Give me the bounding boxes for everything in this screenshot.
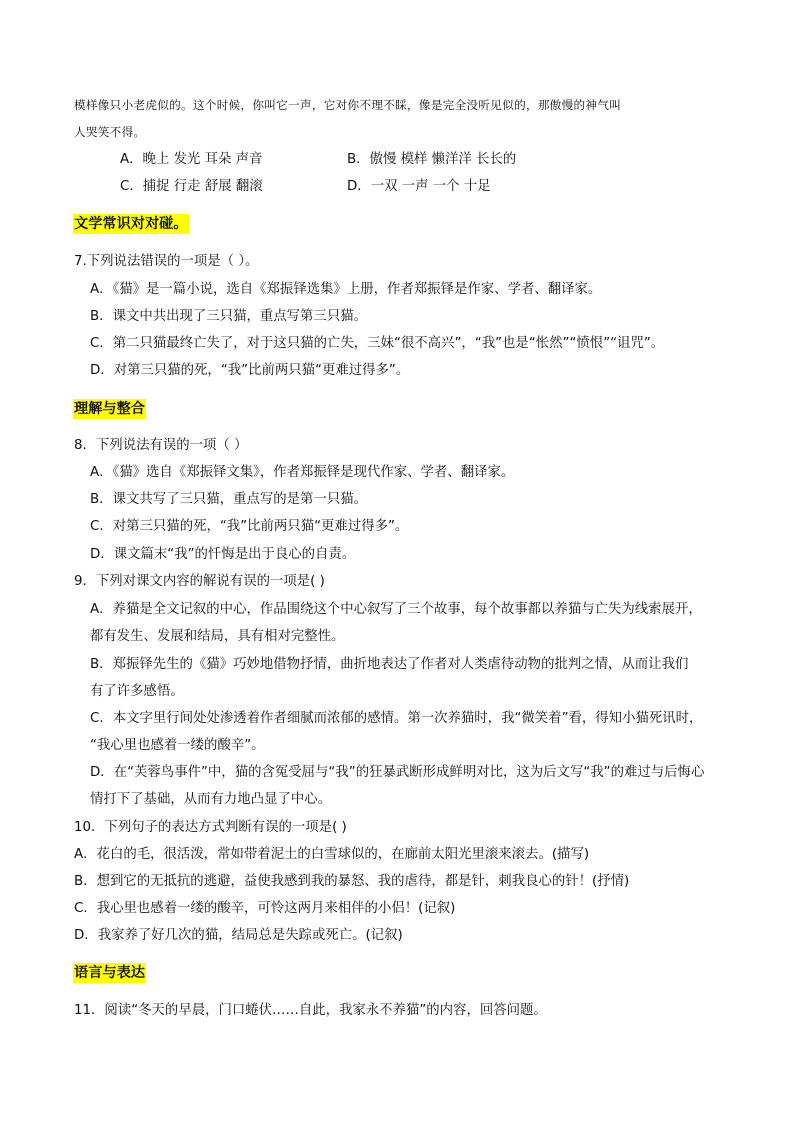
- q9-option-a-line1: A．养猫是全文记叙的中心，作品围绕这个中心叙写了三个故事，每个故事都以养猫与亡失为线索展开，: [90, 602, 702, 617]
- q10-option-b: B．想到它的无抵抗的逃避，益使我感到我的暴怒、我的虐待，都是针，刺我良心的针！(抒情): [74, 874, 630, 889]
- q8-option-d: D．课文篇末“我”的忏悔是出于良心的自责。: [90, 547, 356, 562]
- q7-option-d: D．对第三只猫的死，“我”比前两只猫“更难过得多”。: [90, 363, 410, 378]
- q9-option-c-line1: C．本文字里行间处处渗透着作者细腻而浓郁的感情。第一次养猫时，我“微笑着”看，得知小猫死讯时，: [90, 711, 703, 726]
- q9-option-b-line2: 有了许多感悟。: [90, 684, 184, 699]
- q10-stem: 10．下列句子的表达方式判断有误的一项是( ): [74, 820, 347, 835]
- q7-option-b: B．课文中共出现了三只猫，重点写第三只猫。: [90, 309, 367, 324]
- q9-option-d-line2: 情打下了基础，从而有力地凸显了中心。: [90, 792, 332, 807]
- q7-stem: 7.下列说法错误的一项是（ ）。: [74, 254, 259, 269]
- intro-option-b: B．傲慢 模样 懒洋洋 长长的: [347, 152, 517, 167]
- q7-option-a: A．《猫》是一篇小说，选自《郑振铎选集》上册，作者郑振铎是作家、学者、翻译家。: [90, 282, 602, 297]
- q11-stem: 11．阅读“冬天的早晨，门口蜷伏……自此，我家永不养猫”的内容，回答问题。: [74, 1003, 547, 1018]
- section-heading-language: 语言与表达: [74, 965, 145, 981]
- q10-option-a: A．花白的毛，很活泼，常如带着泥土的白雪球似的，在廊前太阳光里滚来滚去。(描写): [74, 847, 590, 862]
- q9-option-a-line2: 都有发生、发展和结局，具有相对完整性。: [90, 629, 345, 644]
- section-heading-literature: 文学常识对对碰。: [74, 216, 188, 232]
- intro-line-2: 人哭笑不得。: [74, 125, 146, 139]
- intro-line-1: 模样像只小老虎似的。这个时候，你叫它一声，它对你不理不睬，像是完全没听见似的，那傲慢的神气叫: [74, 98, 622, 112]
- intro-option-d: D．一双 一声 一个 十足: [347, 179, 491, 194]
- q8-option-c: C．对第三只猫的死，“我”比前两只猫“更难过得多”。: [90, 519, 409, 534]
- q8-option-b: B．课文共写了三只猫，重点写的是第一只猫。: [90, 492, 367, 507]
- q8-option-a: A．《猫》选自《郑振铎文集》，作者郑振铎是现代作家、学者、翻译家。: [90, 465, 515, 480]
- q9-option-c-line2: “我心里也感着一缕的酸辛”。: [90, 738, 265, 753]
- q7-option-c: C．第二只猫最终亡失了，对于这只猫的亡失，三妹“很不高兴”，“我”也是“怅然”“愤恨”“诅咒”。: [90, 336, 665, 351]
- intro-option-a: A．晚上 发光 耳朵 声音: [120, 152, 263, 167]
- q8-stem: 8．下列说法有误的一项（ ）: [74, 438, 248, 453]
- intro-option-c: C．捕捉 行走 舒展 翻滚: [120, 179, 263, 194]
- q10-option-c: C．我心里也感着一缕的酸辛，可怜这两月来相伴的小侣！(记叙): [74, 901, 456, 916]
- q9-stem: 9．下列对课文内容的解说有误的一项是( ): [74, 574, 325, 589]
- q9-option-d-line1: D．在“芙蓉鸟事件”中，猫的含冤受屈与“我”的狂暴武断形成鲜明对比，这为后文写“我”的难过与后悔心: [90, 765, 705, 780]
- section-heading-comprehension: 理解与整合: [74, 401, 145, 417]
- q10-option-d: D．我家养了好几次的猫，结局总是失踪或死亡。(记叙): [74, 928, 403, 943]
- q9-option-b-line1: B．郑振铎先生的《猫》巧妙地借物抒情，曲折地表达了作者对人类虐待动物的批判之情，从而让我们: [90, 657, 689, 672]
